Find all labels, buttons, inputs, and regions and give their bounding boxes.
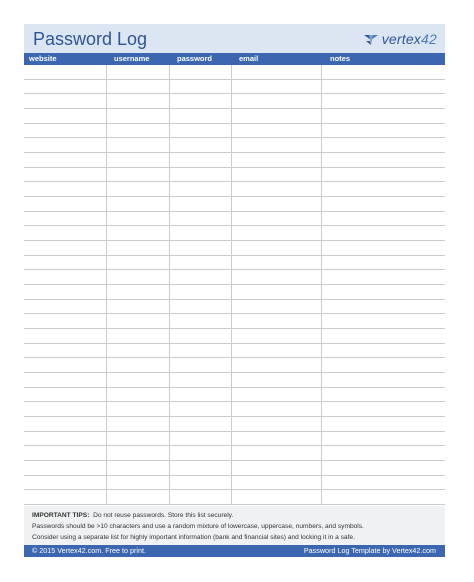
column-divider-1 (106, 65, 107, 505)
table-row[interactable] (24, 314, 445, 329)
table-row[interactable] (24, 344, 445, 359)
column-header-password: password (177, 54, 213, 63)
column-header-email: email (239, 54, 259, 63)
table-row[interactable] (24, 109, 445, 124)
table-row[interactable] (24, 417, 445, 432)
table-row[interactable] (24, 226, 445, 241)
table-row[interactable] (24, 270, 445, 285)
password-log-sheet (24, 24, 445, 560)
table-row[interactable] (24, 80, 445, 95)
table-row[interactable] (24, 461, 445, 476)
table-row[interactable] (24, 212, 445, 227)
column-header-notes: notes (330, 54, 351, 63)
table-row[interactable] (24, 476, 445, 491)
table-row[interactable] (24, 197, 445, 212)
table-row[interactable] (24, 373, 445, 388)
table-row[interactable] (24, 300, 445, 315)
column-header-username: username (114, 54, 150, 63)
logo-number: 42 (421, 31, 437, 47)
column-header-row (24, 53, 445, 65)
footer-bar (24, 545, 445, 557)
tip-line-3: Consider using a separate list for highly important information (bank and financial sites) and locking it in a safe. (32, 534, 355, 541)
table-row[interactable] (24, 402, 445, 417)
table-row[interactable] (24, 94, 445, 109)
page-title: Password Log (33, 29, 148, 49)
tip-text-1: Do not reuse passwords. Store this list securely. (93, 512, 234, 519)
important-tips-panel (24, 506, 445, 545)
log-table-body (24, 65, 445, 505)
tip-line-1 (32, 511, 233, 520)
column-divider-2 (169, 65, 170, 505)
copyright-text: © 2015 Vertex42.com. Free to print. (32, 546, 146, 555)
table-row[interactable] (24, 138, 445, 153)
title-bar (24, 24, 445, 53)
table-row[interactable] (24, 153, 445, 168)
table-row[interactable] (24, 182, 445, 197)
column-divider-3 (231, 65, 232, 505)
template-credit-text: Password Log Template by Vertex42.com (303, 546, 436, 555)
table-row[interactable] (24, 490, 445, 505)
table-row[interactable] (24, 65, 445, 80)
table-row[interactable] (24, 168, 445, 183)
tip-line-2: Passwords should be >10 characters and use a random mixture of lowercase, uppercase, numbers, and symbols. (32, 523, 364, 530)
logo-text (382, 31, 437, 47)
table-row[interactable] (24, 446, 445, 461)
table-row[interactable] (24, 358, 445, 373)
table-row[interactable] (24, 329, 445, 344)
table-row[interactable] (24, 285, 445, 300)
table-row[interactable] (24, 256, 445, 271)
tips-label: IMPORTANT TIPS: (32, 512, 90, 519)
vertex42-logo (363, 30, 437, 48)
column-header-website: website (29, 54, 57, 63)
table-row[interactable] (24, 124, 445, 139)
table-row[interactable] (24, 388, 445, 403)
vertex42-logo-icon (363, 32, 379, 46)
table-row[interactable] (24, 241, 445, 256)
table-row[interactable] (24, 432, 445, 447)
logo-prefix: vertex (381, 31, 422, 47)
column-divider-4 (321, 65, 322, 505)
